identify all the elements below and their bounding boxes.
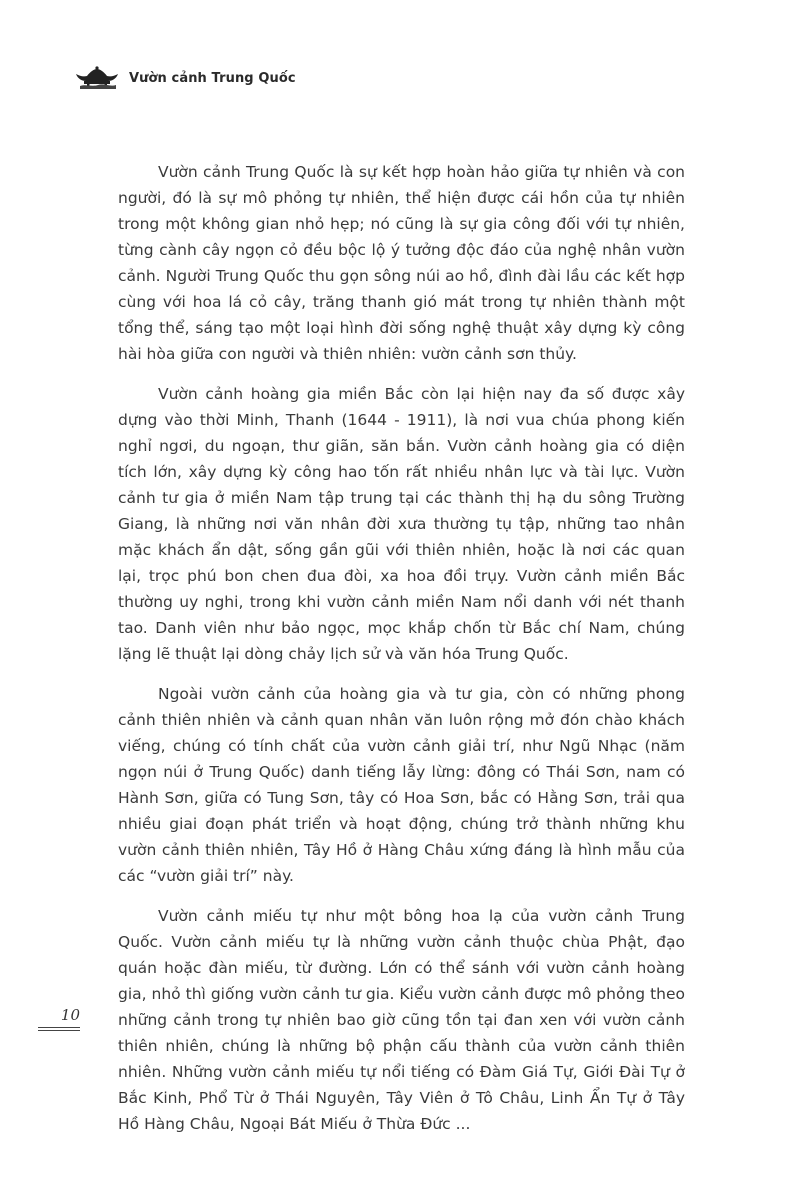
running-header: [74, 62, 296, 94]
paragraph-4: Vườn cảnh miếu tự như một bông hoa lạ của vườn cảnh Trung Quốc. Vườn cảnh miếu tự là những vườn cảnh thuộc chùa Phật, đạo quán hoặc đàn miếu, từ đường. Lớn có thể sánh với vườn cảnh hoàng gia, nhỏ thì giống vườn cảnh tư gia. Kiểu vườn cảnh được mô phỏng theo những cảnh trong tự nhiên bao giờ cũng tồn tại đan xen với vườn cảnh thiên nhiên, chúng là những bộ phận cấu thành của vườn cảnh thiên nhiên. Những vườn cảnh miếu tự nổi tiếng có Đàm Giá Tự, Giới Đài Tự ở Bắc Kinh, Phổ Từ ở Thái Nguyên, Tây Viên ở Tô Châu, Linh Ẩn Tự ở Tây Hồ Hàng Châu, Ngoại Bát Miếu ở Thừa Đức ...: [118, 907, 685, 1133]
body-text: [118, 159, 685, 1151]
page-number: 10: [60, 1006, 80, 1024]
page-number-rule: [38, 1027, 80, 1028]
page-footer: [38, 1006, 80, 1031]
paragraph-1: Vườn cảnh Trung Quốc là sự kết hợp hoàn hảo giữa tự nhiên và con người, đó là sự mô phỏng tự nhiên, thể hiện được cái hồn của tự nhiên trong một không gian nhỏ hẹp; nó cũng là sự gia công đối với tự nhiên, từng cành cây ngọn cỏ đều bộc lộ ý tưởng độc đáo của nghệ nhân vườn cảnh. Người Trung Quốc thu gọn sông núi ao hồ, đình đài lầu các kết hợp cùng với hoa lá cỏ cây, trăng thanh gió mát trong tự nhiên thành một tổng thể, sáng tạo một loại hình đời sống nghệ thuật xây dựng kỳ công hài hòa giữa con người và thiên nhiên: vườn cảnh sơn thủy.: [118, 163, 685, 363]
chinese-pavilion-roof-icon: [74, 65, 120, 91]
page-number-rule-second: [38, 1030, 80, 1031]
paragraph-3: Ngoài vườn cảnh của hoàng gia và tư gia, còn có những phong cảnh thiên nhiên và cảnh quan nhân văn luôn rộng mở đón chào khách viếng, chúng có tính chất của vườn cảnh giải trí, như Ngũ Nhạc (năm ngọn núi ở Trung Quốc) danh tiếng lẫy lừng: đông có Thái Sơn, nam có Hành Sơn, giữa có Tung Sơn, tây có Hoa Sơn, bắc có Hằng Sơn, trải qua nhiều giai đoạn phát triển và hoạt động, chúng trở thành những khu vườn cảnh thiên nhiên, Tây Hồ ở Hàng Châu xứng đáng là hình mẫu của các “vườn giải trí” này.: [118, 685, 685, 885]
paragraph-2: Vườn cảnh hoàng gia miền Bắc còn lại hiện nay đa số được xây dựng vào thời Minh, Thanh (1644 - 1911), là nơi vua chúa phong kiến nghỉ ngơi, du ngoạn, thư giãn, săn bắn. Vườn cảnh hoàng gia có diện tích lớn, xây dựng kỳ công hao tốn rất nhiều nhân lực và tài lực. Vườn cảnh tư gia ở miền Nam tập trung tại các thành thị hạ du sông Trường Giang, là những nơi văn nhân đời xưa thường tụ tập, những tao nhân mặc khách ẩn dật, sống gần gũi với thiên nhiên, hoặc là nơi các quan lại, trọc phú bon chen đua đòi, xa hoa đồi trụy. Vườn cảnh miền Bắc thường uy nghi, trong khi vườn cảnh miền Nam nổi danh với nét thanh tao. Danh viên như bảo ngọc, mọc khắp chốn từ Bắc chí Nam, chúng lặng lẽ thuật lại dòng chảy lịch sử và văn hóa Trung Quốc.: [118, 385, 685, 663]
header-title: Vườn cảnh Trung Quốc: [129, 70, 296, 86]
